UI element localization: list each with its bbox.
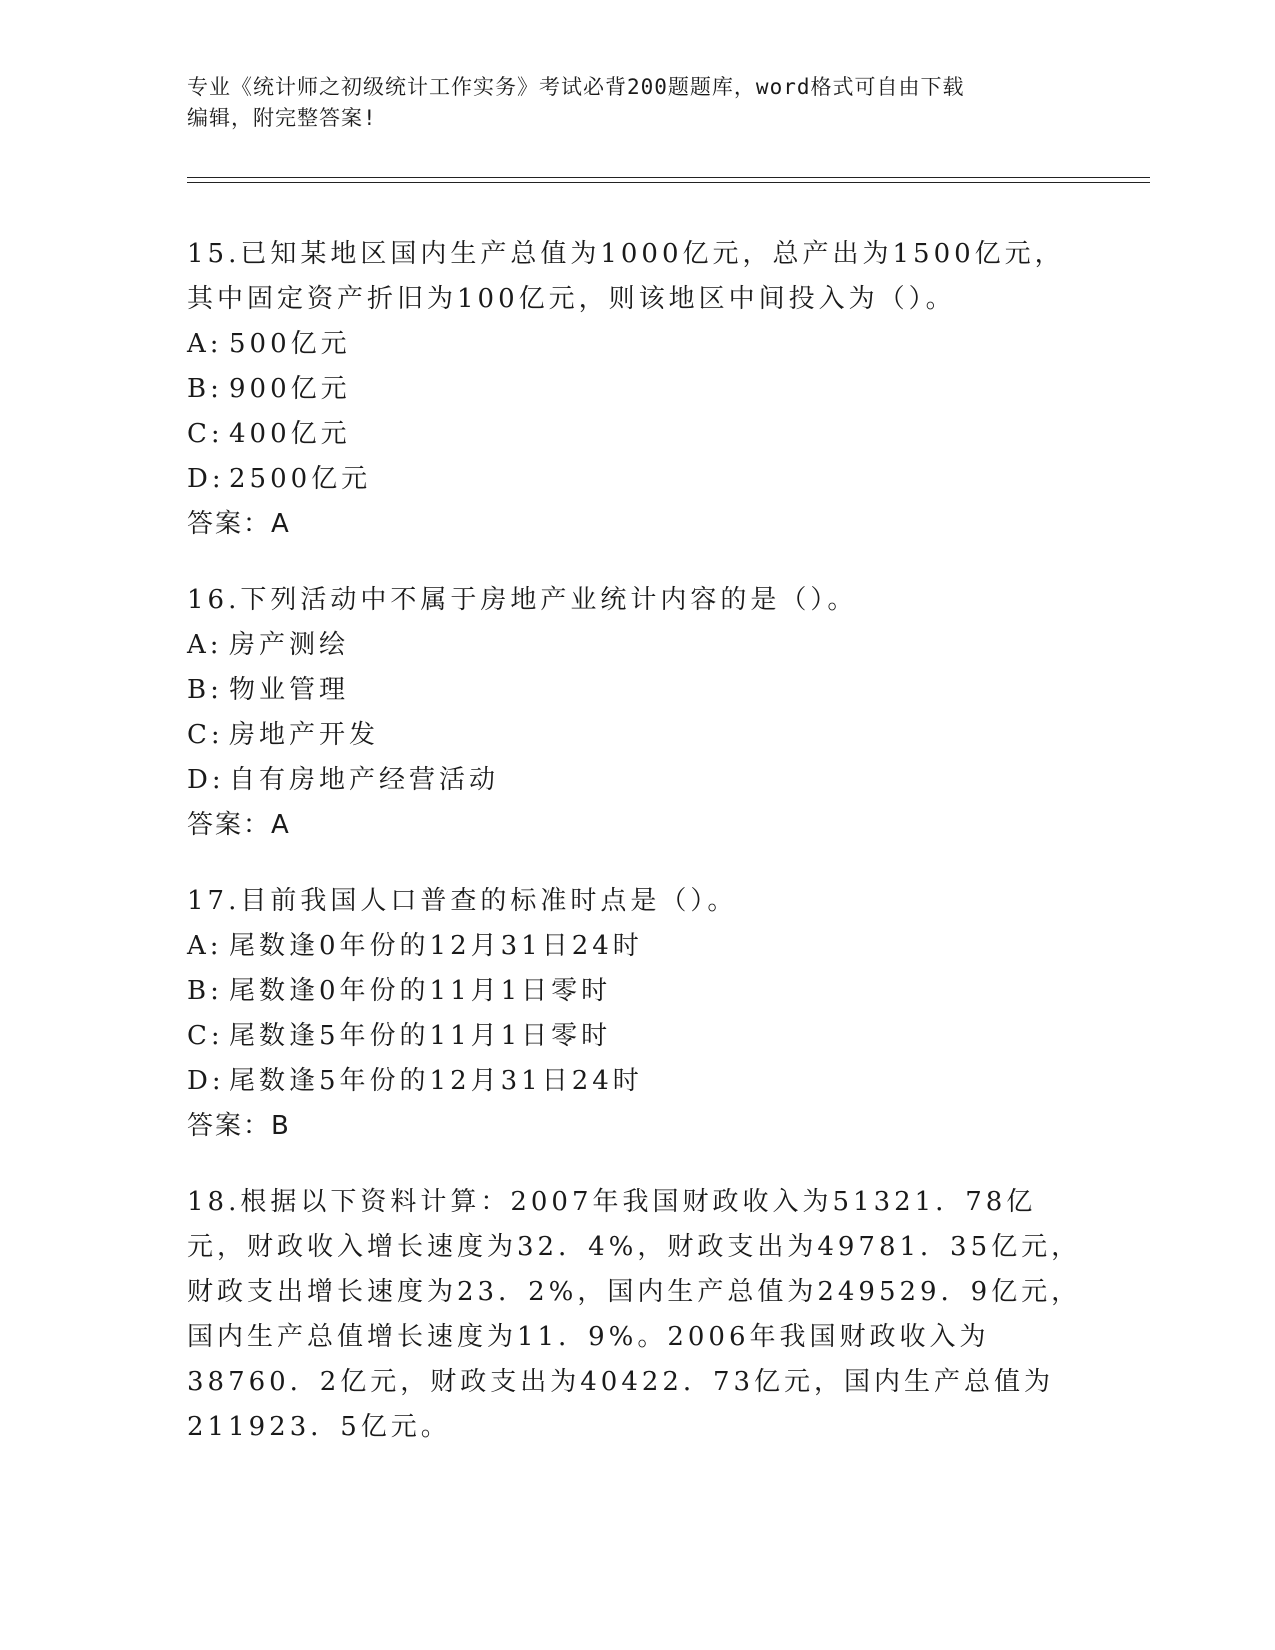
option-text: 900亿元 bbox=[229, 374, 351, 404]
option-text: 尾数逢5年份的12月31日24时 bbox=[229, 1066, 643, 1096]
answer-line: 答案：A bbox=[187, 509, 291, 539]
header-double-rule bbox=[187, 177, 1150, 183]
option-key: B: bbox=[187, 976, 223, 1006]
option-c bbox=[187, 713, 1087, 758]
option-key: C: bbox=[187, 1021, 224, 1051]
question-text: 16.下列活动中不属于房地产业统计内容的是（）。 bbox=[187, 585, 858, 615]
option-a bbox=[187, 623, 1087, 668]
option-key: D: bbox=[187, 1066, 225, 1096]
option-a bbox=[187, 322, 1087, 367]
option-key: D: bbox=[187, 464, 225, 494]
option-text: 500亿元 bbox=[229, 329, 351, 359]
question-16 bbox=[187, 578, 1087, 848]
option-text: 尾数逢0年份的12月31日24时 bbox=[229, 931, 643, 961]
option-text: 自有房地产经营活动 bbox=[229, 765, 500, 795]
option-d bbox=[187, 758, 1087, 803]
option-text: 2500亿元 bbox=[229, 464, 372, 494]
option-text: 房地产开发 bbox=[229, 720, 380, 750]
option-text: 物业管理 bbox=[229, 675, 350, 705]
answer-line: 答案：A bbox=[187, 810, 291, 840]
option-text: 400亿元 bbox=[229, 419, 351, 449]
option-key: B: bbox=[187, 374, 223, 404]
question-17 bbox=[187, 879, 1087, 1149]
option-key: C: bbox=[187, 720, 224, 750]
header-intro-line-1: 专业《统计师之初级统计工作实务》考试必背200题题库，word格式可自由下载 bbox=[187, 75, 965, 99]
option-b bbox=[187, 668, 1087, 713]
option-d bbox=[187, 1059, 1087, 1104]
question-text: 15.已知某地区国内生产总值为1000亿元，总产出为1500亿元，其中固定资产折旧为100亿元，则该地区中间投入为（）。 bbox=[187, 239, 1065, 314]
option-c bbox=[187, 412, 1087, 457]
option-b bbox=[187, 969, 1087, 1014]
answer-line: 答案：B bbox=[187, 1111, 291, 1141]
option-key: A: bbox=[187, 931, 223, 961]
question-text: 17.目前我国人口普查的标准时点是（）。 bbox=[187, 886, 738, 916]
option-key: A: bbox=[187, 630, 223, 660]
question-15 bbox=[187, 232, 1087, 547]
option-key: B: bbox=[187, 675, 223, 705]
document-header bbox=[187, 72, 1067, 134]
question-list bbox=[187, 232, 1087, 1481]
option-key: C: bbox=[187, 419, 224, 449]
option-text: 房产测绘 bbox=[229, 630, 350, 660]
option-key: A: bbox=[187, 329, 223, 359]
option-d bbox=[187, 457, 1087, 502]
option-a bbox=[187, 924, 1087, 969]
option-b bbox=[187, 367, 1087, 412]
option-text: 尾数逢5年份的11月1日零时 bbox=[229, 1021, 612, 1051]
header-intro-line-2: 编辑，附完整答案! bbox=[187, 106, 377, 130]
option-text: 尾数逢0年份的11月1日零时 bbox=[229, 976, 612, 1006]
question-18 bbox=[187, 1180, 1087, 1450]
option-c bbox=[187, 1014, 1087, 1059]
option-key: D: bbox=[187, 765, 225, 795]
question-text: 18.根据以下资料计算：2007年我国财政收入为51321．78亿元，财政收入增长速度为32．4%，财政支出为49781．35亿元，财政支出增长速度为23．2%，国内生产总值为249529．9亿元，国内生产总值增长速度为11．9%。2006年我国财政收入为38760．2亿元，财政支出为40422．73亿元，国内生产总值为211923．5亿元。 bbox=[187, 1187, 1082, 1442]
